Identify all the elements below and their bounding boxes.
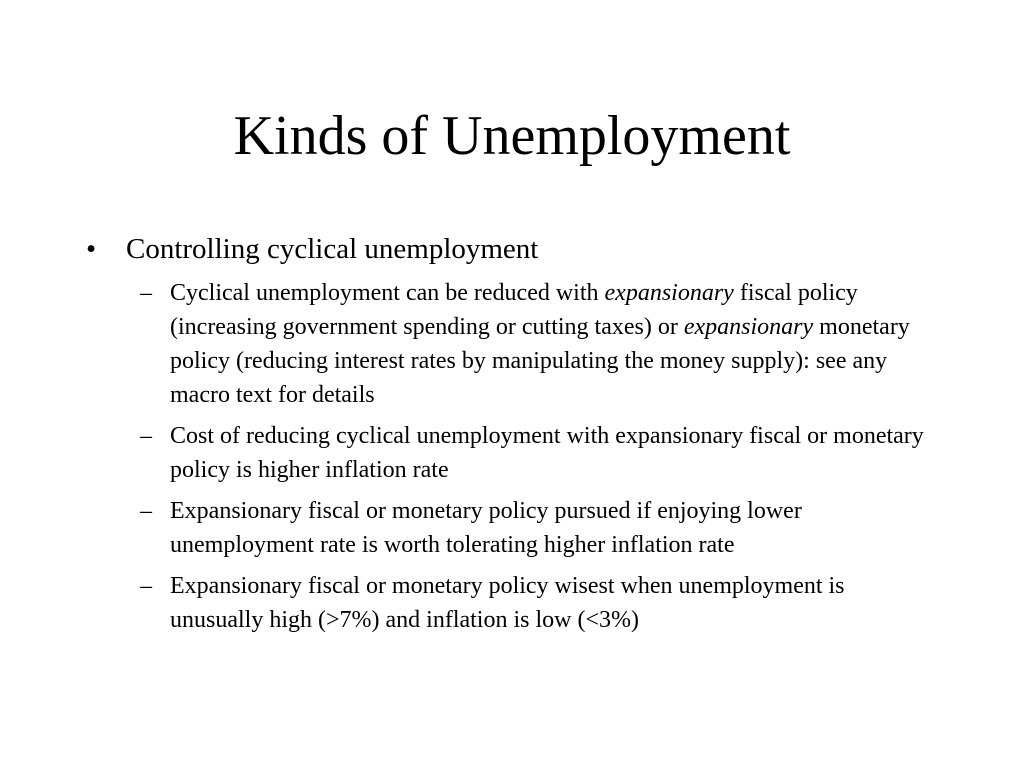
sub-bullet-text: Cost of reducing cyclical unemployment with expansionary fiscal or monetary policy is higher inflation rate [170, 423, 924, 483]
emphasis-text: expansionary [604, 280, 734, 306]
sub-bullet-item [140, 494, 930, 562]
sub-bullet-text [170, 280, 910, 408]
dash-marker: – [140, 498, 152, 524]
slide-body [84, 230, 964, 644]
text-run: monetary policy (reducing interest rates by manipulating the money supply): see any macro text for details [170, 314, 910, 408]
text-run: Cyclical unemployment can be reduced with [170, 280, 605, 306]
sub-bullet-item [140, 569, 930, 637]
slide-title: Kinds of Unemployment [233, 105, 791, 167]
text-run: fiscal policy (increasing government spending or cutting taxes) or [170, 280, 858, 340]
sub-bullet-list [84, 276, 964, 637]
sub-bullet-item [140, 276, 930, 412]
dash-marker: – [140, 280, 152, 306]
sub-bullet-item [140, 419, 930, 487]
sub-bullet-text: Expansionary fiscal or monetary policy wisest when unemployment is unusually high (>7%) and inflation is low (<3%) [170, 573, 845, 633]
bullet-marker: • [86, 233, 97, 265]
sub-bullet-text: Expansionary fiscal or monetary policy pursued if enjoying lower unemployment rate is worth tolerating higher inflation rate [170, 498, 802, 558]
bullet-item [84, 230, 964, 268]
emphasis-text: expansionary [683, 314, 814, 340]
dash-marker: – [140, 573, 152, 599]
dash-marker: – [140, 423, 152, 449]
bullet-text: Controlling cyclical unemployment [126, 233, 539, 265]
